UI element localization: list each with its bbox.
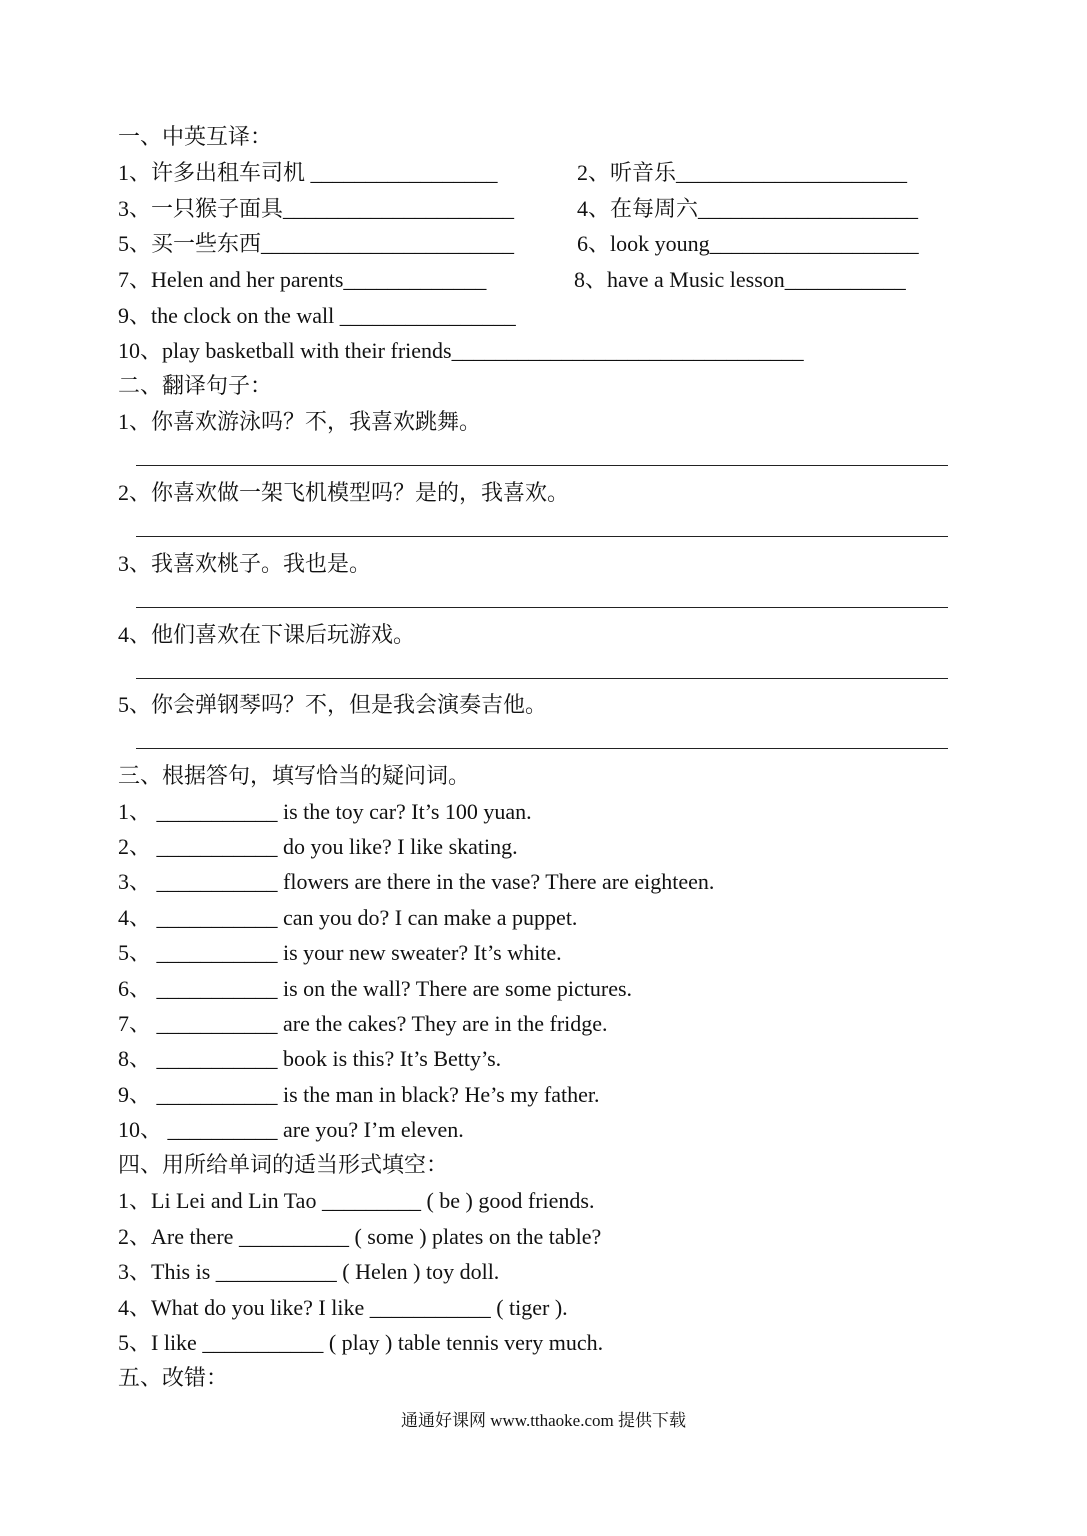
s4-item3: 3、This is ___________ ( Helen ) toy doll. (118, 1259, 500, 1284)
section3-title: 三、根据答句，填写恰当的疑问词。 (118, 763, 471, 788)
s3-item7: 7、 ___________ are the cakes? They are in the fridge. (118, 1011, 608, 1036)
s1-row3-left: 5、买一些东西_______________________ (118, 231, 515, 256)
s2-item3: 3、我喜欢桃子。我也是。 (118, 551, 372, 576)
s3-item3: 3、 ___________ flowers are there in the vase? There are eighteen. (118, 869, 715, 894)
s3-item5: 5、 ___________ is your new sweater? It’s white. (118, 940, 562, 965)
s4-item2: 2、Are there __________ ( some ) plates on the table? (118, 1224, 602, 1249)
s1-row4-left: 7、Helen and her parents_____________ (118, 267, 487, 292)
s1-item9: 9、the clock on the wall ________________ (118, 303, 516, 328)
s3-item9: 9、 ___________ is the man in black? He’s my father. (118, 1082, 600, 1107)
s1-row1-right: 2、听音乐_____________________ (577, 160, 908, 185)
s3-item8: 8、 ___________ book is this? It’s Betty’s. (118, 1046, 502, 1071)
s2-answer-line-5 (136, 748, 948, 749)
s3-item6: 6、 ___________ is on the wall? There are some pictures. (118, 976, 633, 1001)
s4-item4: 4、What do you like? I like ___________ ( tiger ). (118, 1295, 568, 1320)
footer-source: 通通好课网 www.tthaoke.com 提供下载 (400, 1411, 687, 1430)
s1-row3-right: 6、look young___________________ (577, 231, 919, 256)
s3-item4: 4、 ___________ can you do? I can make a puppet. (118, 905, 578, 930)
section4-title: 四、用所给单词的适当形式填空： (118, 1152, 449, 1177)
s1-row2-left: 3、一只猴子面具_____________________ (118, 196, 515, 221)
s1-row2-right: 4、在每周六____________________ (577, 196, 919, 221)
s3-item2: 2、 ___________ do you like? I like skating. (118, 834, 518, 859)
s2-answer-line-3 (136, 607, 948, 608)
section5-title: 五、改错： (118, 1365, 229, 1390)
s4-item1: 1、Li Lei and Lin Tao _________ ( be ) good friends. (118, 1188, 595, 1213)
s1-row1-left: 1、许多出租车司机 _________________ (118, 160, 498, 185)
section1-title: 一、中英互译： (118, 124, 273, 149)
s3-item1: 1、 ___________ is the toy car? It’s 100 yuan. (118, 799, 532, 824)
s2-answer-line-2 (136, 536, 948, 537)
s2-item1: 1、你喜欢游泳吗？不，我喜欢跳舞。 (118, 409, 482, 434)
section2-title: 二、翻译句子： (118, 373, 273, 398)
s1-row4-right: 8、have a Music lesson___________ (574, 267, 906, 292)
s2-item4: 4、他们喜欢在下课后玩游戏。 (118, 622, 416, 647)
s3-item10: 10、 __________ are you? I’m eleven. (118, 1117, 464, 1142)
s2-item2: 2、你喜欢做一架飞机模型吗？是的，我喜欢。 (118, 480, 570, 505)
s2-answer-line-1 (136, 465, 948, 466)
s2-item5: 5、你会弹钢琴吗？不，但是我会演奏吉他。 (118, 692, 548, 717)
s1-item10: 10、play basketball with their friends________________________________ (118, 338, 804, 363)
s4-item5: 5、I like ___________ ( play ) table tennis very much. (118, 1330, 604, 1355)
s2-answer-line-4 (136, 678, 948, 679)
